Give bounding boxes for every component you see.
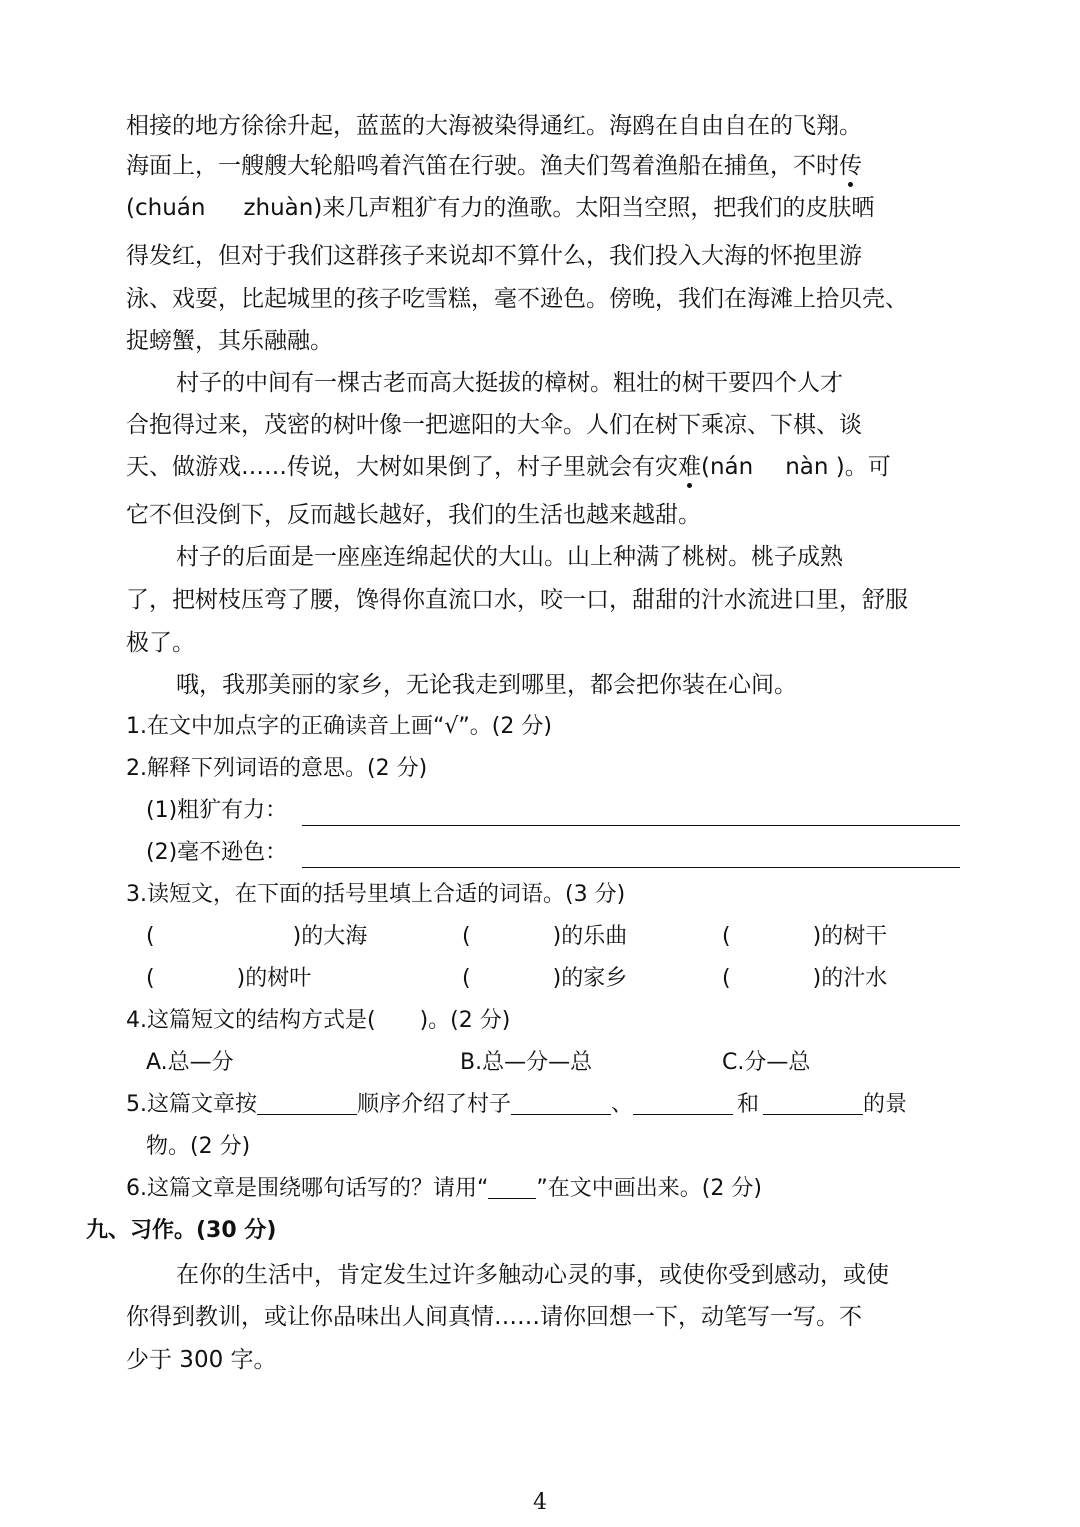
question-6: [126, 1174, 762, 1204]
question-5-text: 的景: [863, 1092, 908, 1117]
fill-blank-label: 的家乡: [561, 966, 628, 991]
dotted-char: 难: [678, 454, 701, 480]
answer-blank[interactable]: [763, 1114, 863, 1115]
passage-line: 相接的地方徐徐升起，蓝蓝的大海被染得通红。海鸥在自由自在的飞翔。: [126, 113, 862, 139]
answer-blank[interactable]: [511, 1114, 611, 1115]
passage-line: 泳、戏耍，比起城里的孩子吃雪糕，毫不逊色。傍晚，我们在海滩上拾贝壳、: [126, 286, 908, 312]
passage-line: 极了。: [126, 630, 195, 656]
pinyin-option: zhuàn): [243, 195, 323, 221]
passage-line: 村子的中间有一棵古老而高大挺拔的樟树。粗壮的树干要四个人才: [176, 370, 843, 396]
fill-blank[interactable]: ( )的大海: [146, 924, 368, 949]
section-heading: 九、习作。(30 分): [86, 1218, 277, 1243]
fill-blank-label: 的汁水: [821, 966, 888, 991]
fill-blank-label: 的乐曲: [561, 924, 628, 949]
fill-blank[interactable]: ( )的家乡: [462, 966, 628, 991]
fill-blank-label: 的树叶: [245, 966, 312, 991]
fill-blank[interactable]: ( )的乐曲: [462, 924, 628, 949]
passage-text: 来几声粗犷有力的渔歌。太阳当空照，把我们的皮肤晒: [322, 195, 875, 221]
question-2: 2.解释下列词语的意思。(2 分): [126, 756, 428, 781]
passage-line: 它不但没倒下，反而越长越好，我们的生活也越来越甜。: [126, 502, 701, 528]
option-b[interactable]: B.总—分—总: [460, 1050, 593, 1075]
fill-blank-label: 的大海: [301, 924, 368, 949]
question-6-text: 6.这篇文章是围绕哪句话写的？请用“: [126, 1176, 489, 1201]
dotted-char: 传: [839, 153, 862, 179]
question-5: [126, 1090, 907, 1120]
question-6-text: ”在文中画出来。(2 分): [536, 1176, 762, 1201]
question-5-text: 和: [737, 1092, 760, 1117]
fill-blank-label: 的树干: [821, 924, 888, 949]
question-3: 3.读短文，在下面的括号里填上合适的词语。(3 分): [126, 882, 626, 907]
pinyin-option: nàn ): [785, 454, 845, 480]
pinyin-option: (nán: [701, 454, 754, 480]
passage-line: [126, 193, 874, 223]
passage-text: 天、做游戏……传说，大树如果倒了，村子里就会有灾: [126, 454, 678, 480]
passage-line: [126, 151, 862, 181]
question-5-text: 顺序介绍了村子: [357, 1092, 512, 1117]
question-1: 1.在文中加点字的正确读音上画“√”。(2 分): [126, 714, 552, 739]
question-5-cont: 物。(2 分): [146, 1134, 251, 1159]
question-2-item-2: (2)毫不逊色：: [146, 840, 288, 865]
pinyin-option: (chuán: [126, 195, 206, 221]
fill-blank[interactable]: ( )的汁水: [722, 966, 888, 991]
composition-line: 你得到教训，或让你品味出人间真情……请你回想一下，动笔写一写。不: [126, 1304, 862, 1330]
answer-line[interactable]: [302, 825, 960, 826]
option-a[interactable]: A.总—分: [146, 1050, 234, 1075]
answer-line[interactable]: [302, 867, 960, 868]
question-5-text: 5.这篇文章按: [126, 1092, 257, 1117]
answer-blank[interactable]: [633, 1114, 733, 1115]
passage-line: 村子的后面是一座座连绵起伏的大山。山上种满了桃树。桃子成熟: [176, 544, 843, 570]
passage-text: 海面上，一艘艘大轮船鸣着汽笛在行驶。渔夫们驾着渔船在捕鱼，不时: [126, 153, 839, 179]
passage-line: 合抱得过来，茂密的树叶像一把遮阳的大伞。人们在树下乘凉、下棋、谈: [126, 412, 862, 438]
page-number: 4: [533, 1490, 547, 1515]
fill-blank[interactable]: ( )的树叶: [146, 966, 312, 991]
question-4: 4.这篇短文的结构方式是( )。(2 分): [126, 1008, 511, 1033]
question-5-text: 、: [611, 1092, 634, 1117]
option-c[interactable]: C.分—总: [722, 1050, 811, 1075]
fill-blank[interactable]: ( )的树干: [722, 924, 888, 949]
composition-line: 少于 300 字。: [126, 1347, 277, 1373]
composition-line: 在你的生活中，肯定发生过许多触动心灵的事，或使你受到感动，或使: [176, 1262, 889, 1288]
passage-line: [126, 452, 891, 482]
question-2-item-1: (1)粗犷有力：: [146, 798, 288, 823]
answer-blank[interactable]: [257, 1114, 357, 1115]
passage-text: 。可: [844, 454, 891, 480]
passage-line: 哦，我那美丽的家乡，无论我走到哪里，都会把你装在心间。: [176, 672, 797, 698]
underline-sample: [488, 1198, 536, 1199]
passage-line: 了，把树枝压弯了腰，馋得你直流口水，咬一口，甜甜的汁水流进口里，舒服: [126, 587, 908, 613]
passage-line: 得发红，但对于我们这群孩子来说却不算什么，我们投入大海的怀抱里游: [126, 243, 862, 269]
passage-line: 捉螃蟹，其乐融融。: [126, 328, 333, 354]
